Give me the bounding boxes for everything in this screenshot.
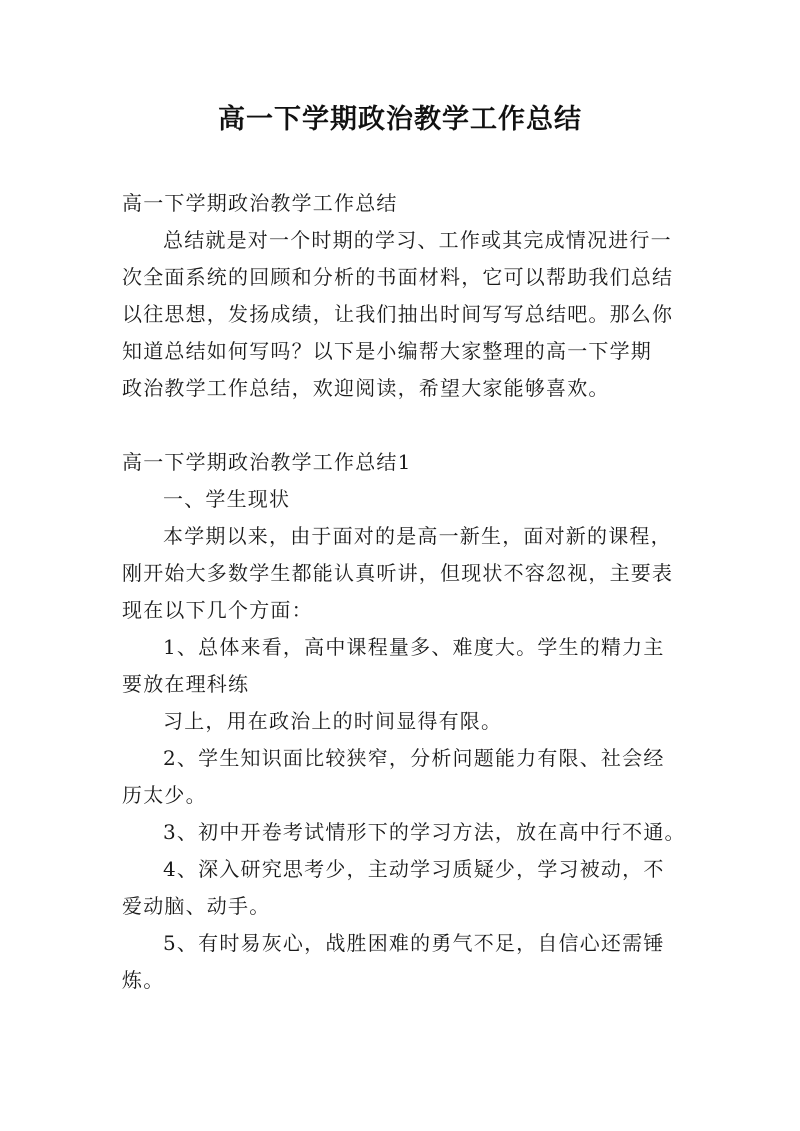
list-item-line: 1、总体来看，高中课程量多、难度大。学生的精力主 (163, 635, 665, 659)
subtitle: 高一下学期政治教学工作总结 (122, 191, 398, 215)
intro-line: 知道总结如何写吗？以下是小编帮大家整理的高一下学期 (122, 339, 652, 363)
list-item-line: 2、学生知识面比较狭窄，分析问题能力有限、社会经 (163, 746, 665, 770)
list-item-line: 爱动脑、动手。 (122, 894, 271, 918)
list-item-line: 习上，用在政治上的时间显得有限。 (163, 709, 503, 733)
paragraph-line: 刚开始大多数学生都能认真听讲，但现状不容忽视，主要表 (122, 561, 674, 585)
section-heading: 一、学生现状 (163, 487, 291, 511)
paragraph-line: 本学期以来，由于面对的是高一新生，面对新的课程， (163, 524, 672, 548)
intro-line: 政治教学工作总结，欢迎阅读，希望大家能够喜欢。 (122, 376, 610, 400)
document-title: 高一下学期政治教学工作总结 (218, 104, 582, 135)
list-item-line: 5、有时易灰心，战胜困难的勇气不足，自信心还需锤 (163, 931, 665, 955)
paragraph-gap (122, 407, 692, 444)
intro-line: 总结就是对一个时期的学习、工作或其完成情况进行一 (163, 228, 672, 252)
list-item-line: 3、初中开卷考试情形下的学习方法，放在高中行不通。 (163, 820, 686, 844)
paragraph-line: 现在以下几个方面： (122, 598, 313, 622)
section-title: 高一下学期政治教学工作总结1 (122, 450, 412, 474)
intro-line: 以往思想，发扬成绩，让我们抽出时间写写总结吧。那么你 (122, 302, 674, 326)
list-item-line: 炼。 (122, 968, 165, 992)
document-body (122, 185, 692, 999)
intro-line: 次全面系统的回顾和分析的书面材料，它可以帮助我们总结 (122, 265, 674, 289)
list-item-line: 要放在理科练 (122, 672, 250, 696)
list-item-line: 历太少。 (122, 783, 207, 807)
list-item-line: 4、深入研究思考少，主动学习质疑少，学习被动，不 (163, 857, 665, 881)
